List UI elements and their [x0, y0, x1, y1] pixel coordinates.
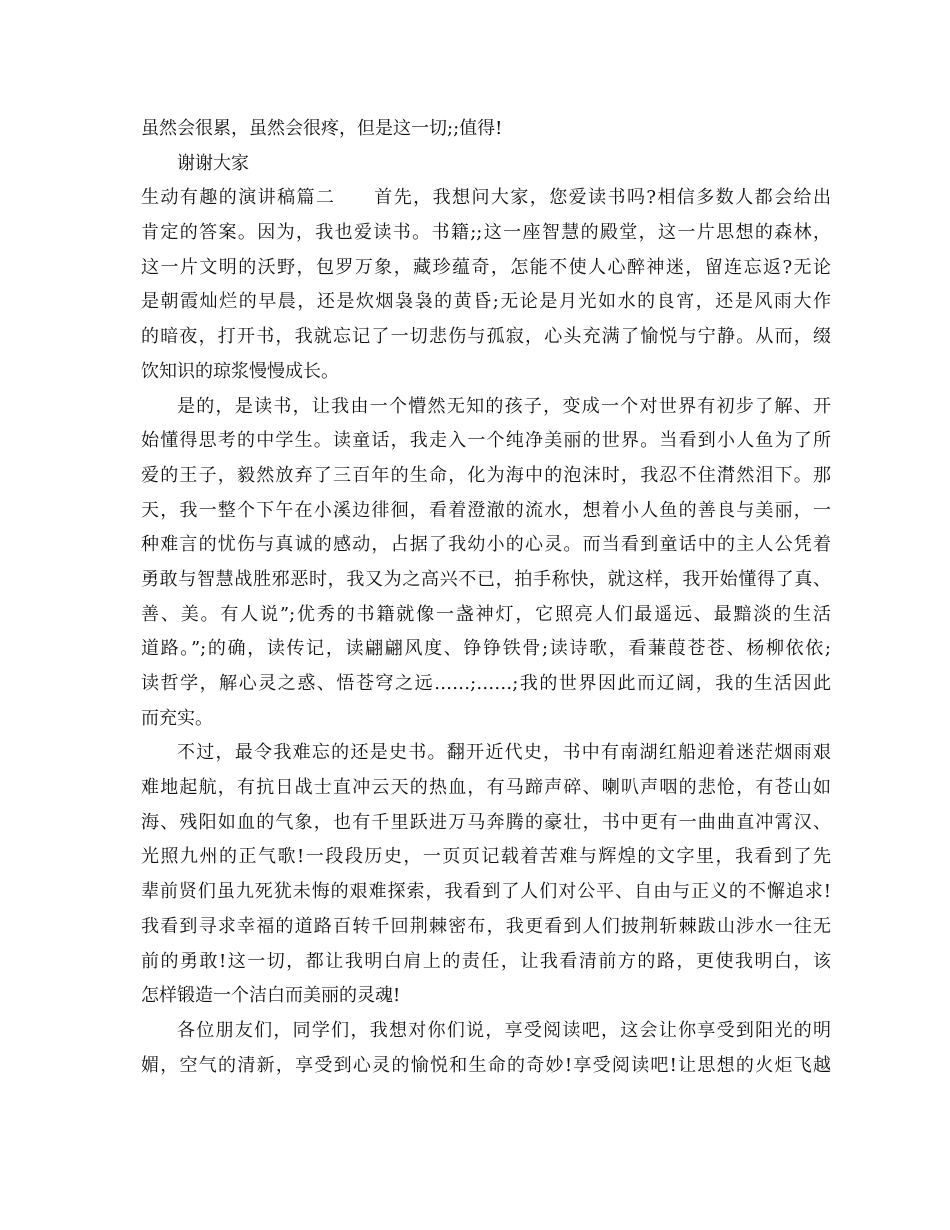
text-line: 勇敢与智慧战胜邪恶时，我又为之高兴不已，拍手称快，就这样，我开始懂得了真、: [141, 568, 831, 590]
text-line: 善、美。有人说”;优秀的书籍就像一盏神灯，它照亮人们最遥远、最黯淡的生活: [141, 603, 831, 625]
text-line: 种难言的忧伤与真诚的感动，占据了我幼小的心灵。而当看到童话中的主人公凭着: [141, 534, 831, 556]
text-line: 始懂得思考的中学生。读童话，我走入一个纯净美丽的世界。当看到小人鱼为了所: [141, 430, 831, 452]
text-line: 虽然会很累，虽然会很疼，但是这一切;;值得!: [141, 118, 503, 139]
text-line: 各位朋友们，同学们，我想对你们说，享受阅读吧，这会让你享受到阳光的明: [177, 1019, 831, 1041]
text-line: 肯定的答案。因为，我也爱读书。书籍;;这一座智慧的殿堂，这一片思想的森林，: [141, 222, 831, 244]
text-line: 是朝霞灿烂的早晨，还是炊烟袅袅的黄昏;无论是月光如水的良宵，还是风雨大作: [141, 291, 831, 313]
text-line: 爱的王子，毅然放弃了三百年的生命，化为海中的泡沫时，我忍不住潸然泪下。那: [141, 464, 831, 486]
text-line: 而充实。: [141, 707, 213, 729]
text-line: 道路。”;的确，读传记，读翩翩风度、铮铮铁骨;读诗歌，看蒹葭苍苍、杨柳依依;: [141, 638, 831, 660]
text-line: 媚，空气的清新，享受到心灵的愉悦和生命的奇妙!享受阅读吧!让思想的火炬飞越: [141, 1054, 831, 1076]
text-line: 谢谢大家: [177, 152, 249, 174]
text-line: 辈前贤们虽九死犹未悔的艰难探索，我看到了人们对公平、自由与正义的不懈追求!: [141, 881, 831, 903]
text-line: 读哲学，解心灵之惑、悟苍穹之远……;……;我的世界因此而辽阔，我的生活因此: [141, 673, 831, 694]
text-line: 难地起航，有抗日战士直冲云天的热血，有马蹄声碎、喇叭声咽的悲怆，有苍山如: [141, 777, 831, 799]
text-line: 这一片文明的沃野，包罗万象，藏珍蕴奇，怎能不使人心醉神迷，留连忘返?无论: [141, 256, 831, 278]
text-line: 海、残阳如血的气象，也有千里跃进万马奔腾的豪壮，书中更有一曲曲直冲霄汉、: [141, 811, 831, 833]
text-line: 光照九州的正气歌!一段段历史，一页页记载着苦难与辉煌的文字里，我看到了先: [141, 846, 831, 868]
document-body: [141, 112, 831, 1083]
text-line: 我看到寻求幸福的道路百转千回荆棘密布，我更看到人们披荆斩棘跋山涉水一往无: [141, 915, 831, 937]
text-line: 怎样锻造一个洁白而美丽的灵魂!: [141, 985, 401, 1007]
text-line: 不过，最令我难忘的还是史书。翻开近代史，书中有南湖红船迎着迷茫烟雨艰: [177, 742, 831, 764]
text-line: 天，我一整个下午在小溪边徘徊，看着澄澈的流水，想着小人鱼的善良与美丽，一: [141, 499, 831, 521]
text-line: 是的，是读书，让我由一个懵然无知的孩子，变成一个对世界有初步了解、开: [177, 395, 831, 417]
text-line: 饮知识的琼浆慢慢成长。: [141, 360, 339, 382]
text-line: 的暗夜，打开书，我就忘记了一切悲伤与孤寂，心头充满了愉悦与宁静。从而，缀: [141, 326, 831, 348]
text-line: 生动有趣的演讲稿篇二 首先，我想问大家，您爱读书吗?相信多数人都会给出: [141, 187, 831, 209]
text-line: 前的勇敢!这一切，都让我明白肩上的责任，让我看清前方的路，更使我明白，该: [141, 950, 831, 972]
